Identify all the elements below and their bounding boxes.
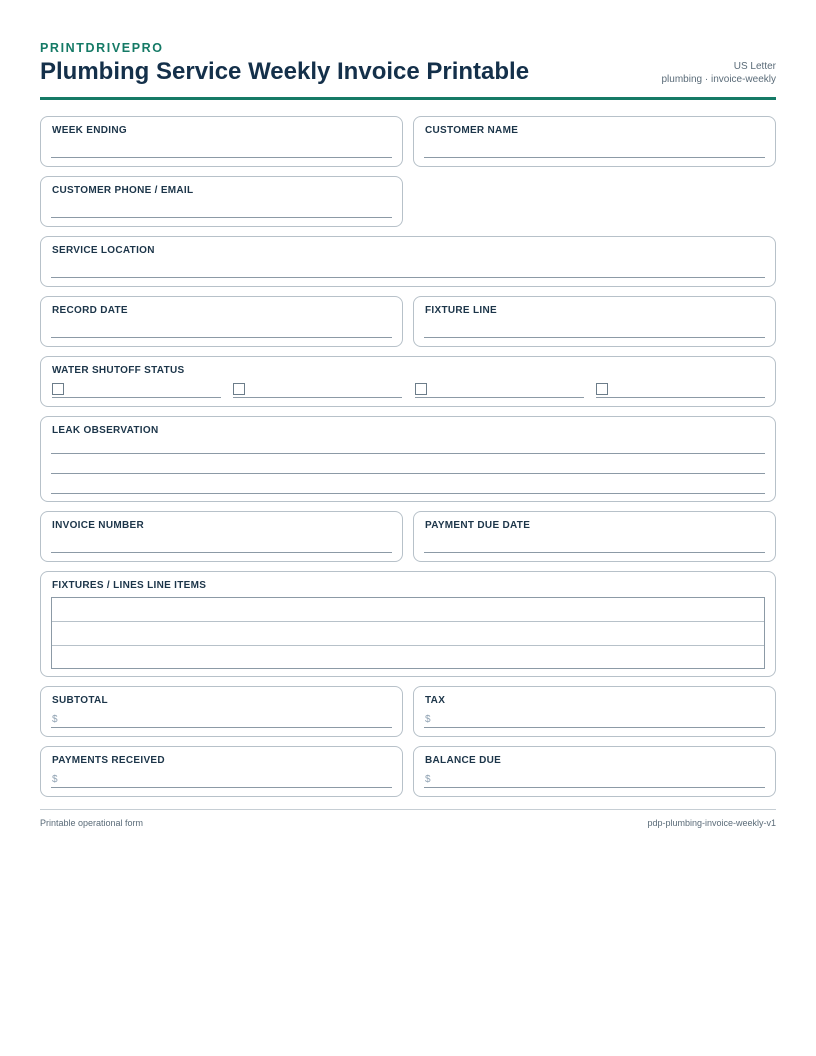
service-location-input-line[interactable] — [51, 277, 765, 278]
customer-name-label: CUSTOMER NAME — [425, 125, 519, 136]
invoice-number-label: INVOICE NUMBER — [52, 520, 144, 531]
customer-contact-label: CUSTOMER PHONE / EMAIL — [52, 185, 194, 196]
shutoff-option-1 — [52, 383, 221, 399]
customer-name-field — [413, 116, 776, 167]
leak-observation-line-3[interactable] — [51, 493, 765, 494]
header-divider — [40, 97, 776, 100]
payment-due-date-label: PAYMENT DUE DATE — [425, 520, 531, 531]
week-ending-field — [40, 116, 403, 167]
payments-received-currency: $ — [52, 774, 58, 785]
footer-description: Printable operational form — [40, 818, 144, 828]
payments-received-label: PAYMENTS RECEIVED — [52, 755, 165, 766]
document-meta — [662, 60, 777, 86]
balance-due-field — [413, 746, 776, 797]
payment-due-date-input-line[interactable] — [424, 552, 765, 553]
footer-form-id: pdp-plumbing-invoice-weekly-v1 — [647, 818, 776, 828]
record-date-field — [40, 296, 403, 347]
shutoff-option-3 — [415, 383, 584, 399]
balance-due-currency: $ — [425, 774, 431, 785]
service-location-label: SERVICE LOCATION — [52, 245, 155, 256]
document-tags: plumbing · invoice-weekly — [661, 74, 776, 85]
payments-received-field — [40, 746, 403, 797]
option-write-in-line[interactable] — [233, 397, 402, 398]
balance-due-label: BALANCE DUE — [425, 755, 502, 766]
leak-observation-line-1[interactable] — [51, 453, 765, 454]
checkbox[interactable] — [233, 383, 245, 395]
leak-observation-field — [40, 416, 776, 502]
week-ending-label: WEEK ENDING — [52, 125, 127, 136]
checkbox[interactable] — [596, 383, 608, 395]
leak-observation-line-2[interactable] — [51, 473, 765, 474]
footer-divider — [40, 809, 776, 810]
balance-due-input-line[interactable] — [424, 787, 765, 788]
checkbox[interactable] — [415, 383, 427, 395]
subtotal-field — [40, 686, 403, 737]
line-items-table — [51, 597, 765, 669]
week-ending-input-line[interactable] — [51, 157, 392, 158]
fixture-line-field — [413, 296, 776, 347]
paper-size: US Letter — [733, 61, 776, 72]
tax-input-line[interactable] — [424, 727, 765, 728]
water-shutoff-status-field — [40, 356, 776, 407]
line-items-row-divider — [52, 645, 764, 646]
record-date-input-line[interactable] — [51, 337, 392, 338]
shutoff-option-2 — [233, 383, 402, 399]
tax-field — [413, 686, 776, 737]
option-write-in-line[interactable] — [52, 397, 221, 398]
customer-contact-input-line[interactable] — [51, 217, 392, 218]
invoice-number-input-line[interactable] — [51, 552, 392, 553]
tax-currency: $ — [425, 714, 431, 725]
service-location-field — [40, 236, 776, 287]
subtotal-label: SUBTOTAL — [52, 695, 108, 706]
line-items-row-divider — [52, 621, 764, 622]
checkbox[interactable] — [52, 383, 64, 395]
line-items-label: FIXTURES / LINES LINE ITEMS — [52, 580, 207, 591]
water-shutoff-status-label: WATER SHUTOFF STATUS — [52, 365, 185, 376]
subtotal-currency: $ — [52, 714, 58, 725]
subtotal-input-line[interactable] — [51, 727, 392, 728]
fixture-line-label: FIXTURE LINE — [425, 305, 497, 316]
leak-observation-label: LEAK OBSERVATION — [52, 425, 159, 436]
fixture-line-input-line[interactable] — [424, 337, 765, 338]
option-write-in-line[interactable] — [415, 397, 584, 398]
customer-contact-field — [40, 176, 403, 227]
record-date-label: RECORD DATE — [52, 305, 128, 316]
payments-received-input-line[interactable] — [51, 787, 392, 788]
brand-name: PRINTDRIVEPRO — [40, 41, 164, 55]
customer-name-input-line[interactable] — [424, 157, 765, 158]
shutoff-option-4 — [596, 383, 765, 399]
tax-label: TAX — [425, 695, 446, 706]
line-items-field — [40, 571, 776, 677]
payment-due-date-field — [413, 511, 776, 562]
page-title: Plumbing Service Weekly Invoice Printable — [40, 58, 530, 85]
invoice-number-field — [40, 511, 403, 562]
option-write-in-line[interactable] — [596, 397, 765, 398]
